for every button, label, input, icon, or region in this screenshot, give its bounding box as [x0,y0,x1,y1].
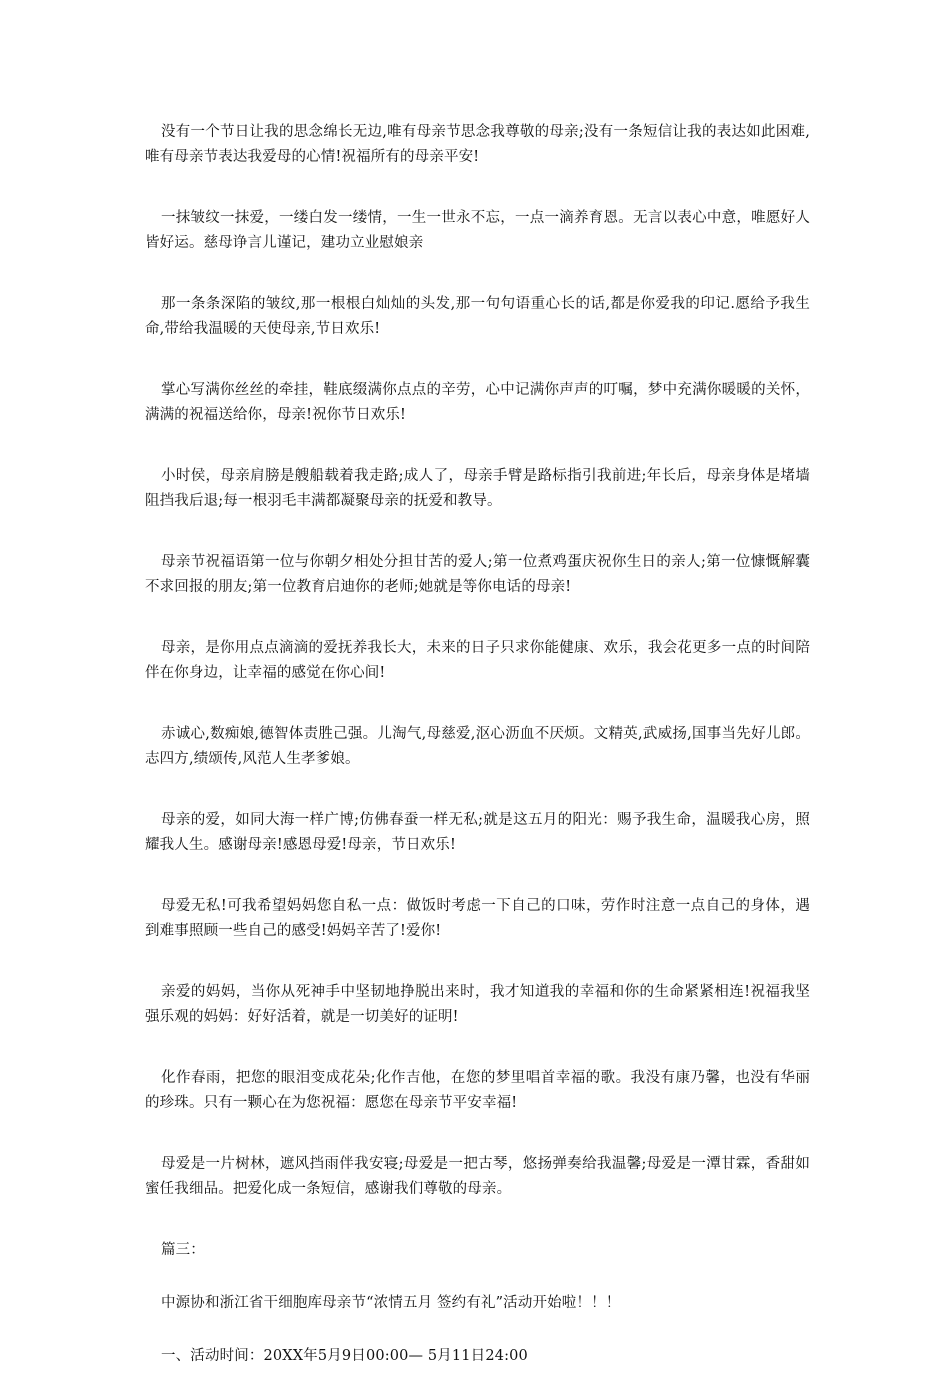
paragraph-9: 母亲的爱，如同大海一样广博;仿佛春蚕一样无私;就是这五月的阳光：赐予我生命，温暖我心房，照耀我人生。感谢母亲!感恩母爱!母亲，节日欢乐! [145,812,810,853]
paragraph-5: 小时侯，母亲肩膀是艘船载着我走路;成人了，母亲手臂是路标指引我前进;年长后，母亲身体是堵墙阻挡我后退;每一根羽毛丰满都凝聚母亲的抚爱和教导。 [145,468,810,509]
paragraph-11: 亲爱的妈妈，当你从死神手中坚韧地挣脱出来时，我才知道我的幸福和你的生命紧紧相连!祝福我坚强乐观的妈妈：好好活着，就是一切美好的证明! [145,984,810,1025]
paragraph-7: 母亲，是你用点点滴滴的爱抚养我长大，未来的日子只求你能健康、欢乐，我会花更多一点的时间陪伴在你身边，让幸福的感觉在你心间! [145,640,810,681]
event-time: 一、活动时间：20XX年5月9日00:00— 5月11日24:00 [161,1348,528,1364]
document-body [145,120,810,1397]
paragraph-1: 没有一个节日让我的思念绵长无边,唯有母亲节思念我尊敬的母亲;没有一条短信让我的表达如此困难,唯有母亲节表达我爱母的心情!祝福所有的母亲平安! [145,124,810,165]
paragraph-8: 赤诚心,数痴娘,德智体责胜己强。儿淘气,母慈爱,沤心沥血不厌烦。文精英,武威扬,国事当先好儿郎。志四方,绩颂传,风范人生孝爹娘。 [145,726,810,767]
paragraph-4: 掌心写满你丝丝的牵挂，鞋底缀满你点点的辛劳，心中记满你声声的叮嘱，梦中充满你暖暖的关怀，满满的祝福送给你，母亲!祝你节日欢乐! [145,382,810,423]
event-announcement: 中源协和浙江省干细胞库母亲节“浓情五月 签约有礼”活动开始啦！！！ [161,1295,621,1311]
paragraph-12: 化作春雨，把您的眼泪变成花朵;化作吉他，在您的梦里唱首幸福的歌。我没有康乃馨，也没有华丽的珍珠。只有一颗心在为您祝福：愿您在母亲节平安幸福! [145,1070,810,1111]
paragraph-3: 那一条条深陷的皱纹,那一根根白灿灿的头发,那一句句语重心长的话,都是你爱我的印记.愿给予我生命,带给我温暖的天使母亲,节日欢乐! [145,296,810,337]
section-heading: 篇三： [161,1242,205,1258]
paragraph-13: 母爱是一片树林，遮风挡雨伴我安寝;母爱是一把古琴，悠扬弹奏给我温馨;母爱是一潭甘霖，香甜如蜜任我细品。把爱化成一条短信，感谢我们尊敬的母亲。 [145,1156,810,1197]
paragraph-2: 一抹皱纹一抹爱，一缕白发一缕情，一生一世永不忘，一点一滴养育恩。无言以表心中意，唯愿好人皆好运。慈母诤言儿谨记，建功立业慰娘亲 [145,210,810,251]
paragraph-10: 母爱无私!可我希望妈妈您自私一点：做饭时考虑一下自己的口味，劳作时注意一点自己的身体，遇到难事照顾一些自己的感受!妈妈辛苦了!爱你! [145,898,810,939]
paragraph-6: 母亲节祝福语第一位与你朝夕相处分担甘苦的爱人;第一位煮鸡蛋庆祝你生日的亲人;第一位慷慨解囊不求回报的朋友;第一位教育启迪你的老师;她就是等你电话的母亲! [145,554,810,595]
